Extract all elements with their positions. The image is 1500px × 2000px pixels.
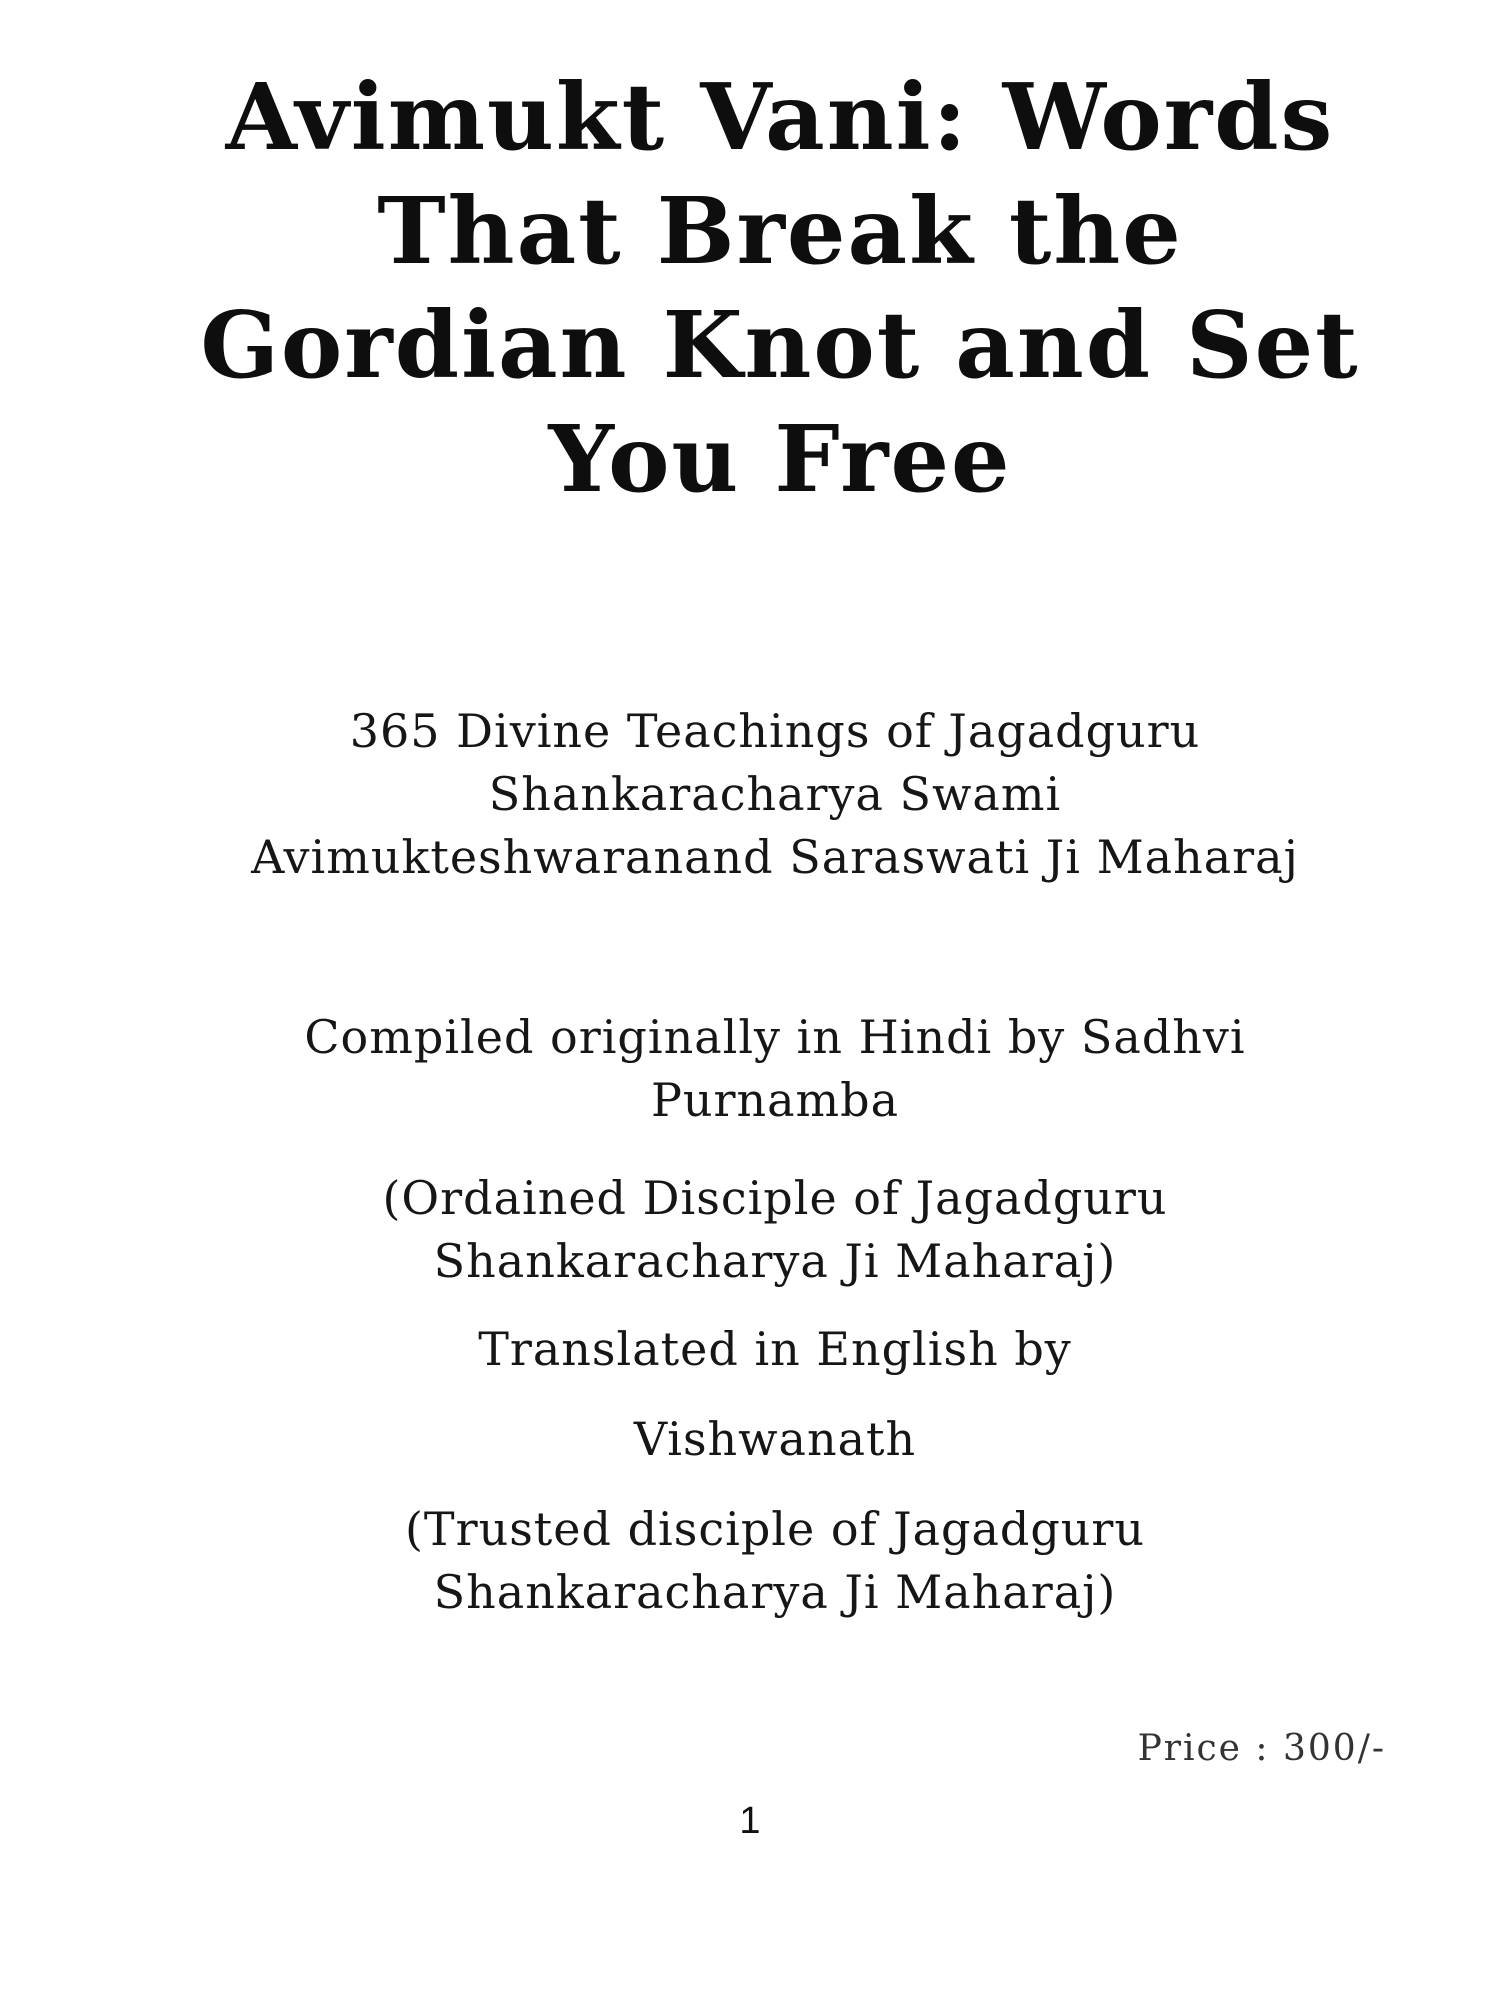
translated-by: Translated in English by [478, 1322, 1072, 1376]
compiler-description [100, 1167, 1450, 1293]
book-title [150, 60, 1410, 516]
page-number: 1 [739, 1800, 761, 1842]
trusted-line-1: (Trusted disciple of Jagadguru [404, 1502, 1146, 1556]
translator-name: Vishwanath [633, 1412, 917, 1466]
compiled-line-1: Compiled originally in Hindi by Sadhvi [304, 1010, 1246, 1064]
book-title-line-3: Gordian Knot and Set [200, 291, 1360, 399]
book-title-line-4: You Free [548, 405, 1012, 513]
subtitle-line-3: Avimukteshwaranand Saraswati Ji Maharaj [251, 830, 1299, 884]
subtitle-line-2: Shankaracharya Swami [488, 767, 1062, 821]
ordained-line-2: Shankaracharya Ji Maharaj) [433, 1234, 1117, 1288]
trusted-line-2: Shankaracharya Ji Maharaj) [433, 1565, 1117, 1619]
ordained-line-1: (Ordained Disciple of Jagadguru [382, 1171, 1168, 1225]
translator-description [100, 1498, 1450, 1624]
compiled-line-2: Purnamba [650, 1073, 900, 1127]
book-title-line-1: Avimukt Vani: Words [225, 63, 1335, 171]
subtitle-teachings [100, 700, 1450, 889]
book-title-line-2: That Break the [377, 177, 1183, 285]
subtitle-line-1: 365 Divine Teachings of Jagadguru [349, 704, 1201, 758]
compiled-by [100, 1006, 1450, 1132]
price-label: Price : 300/- [1137, 1728, 1386, 1769]
